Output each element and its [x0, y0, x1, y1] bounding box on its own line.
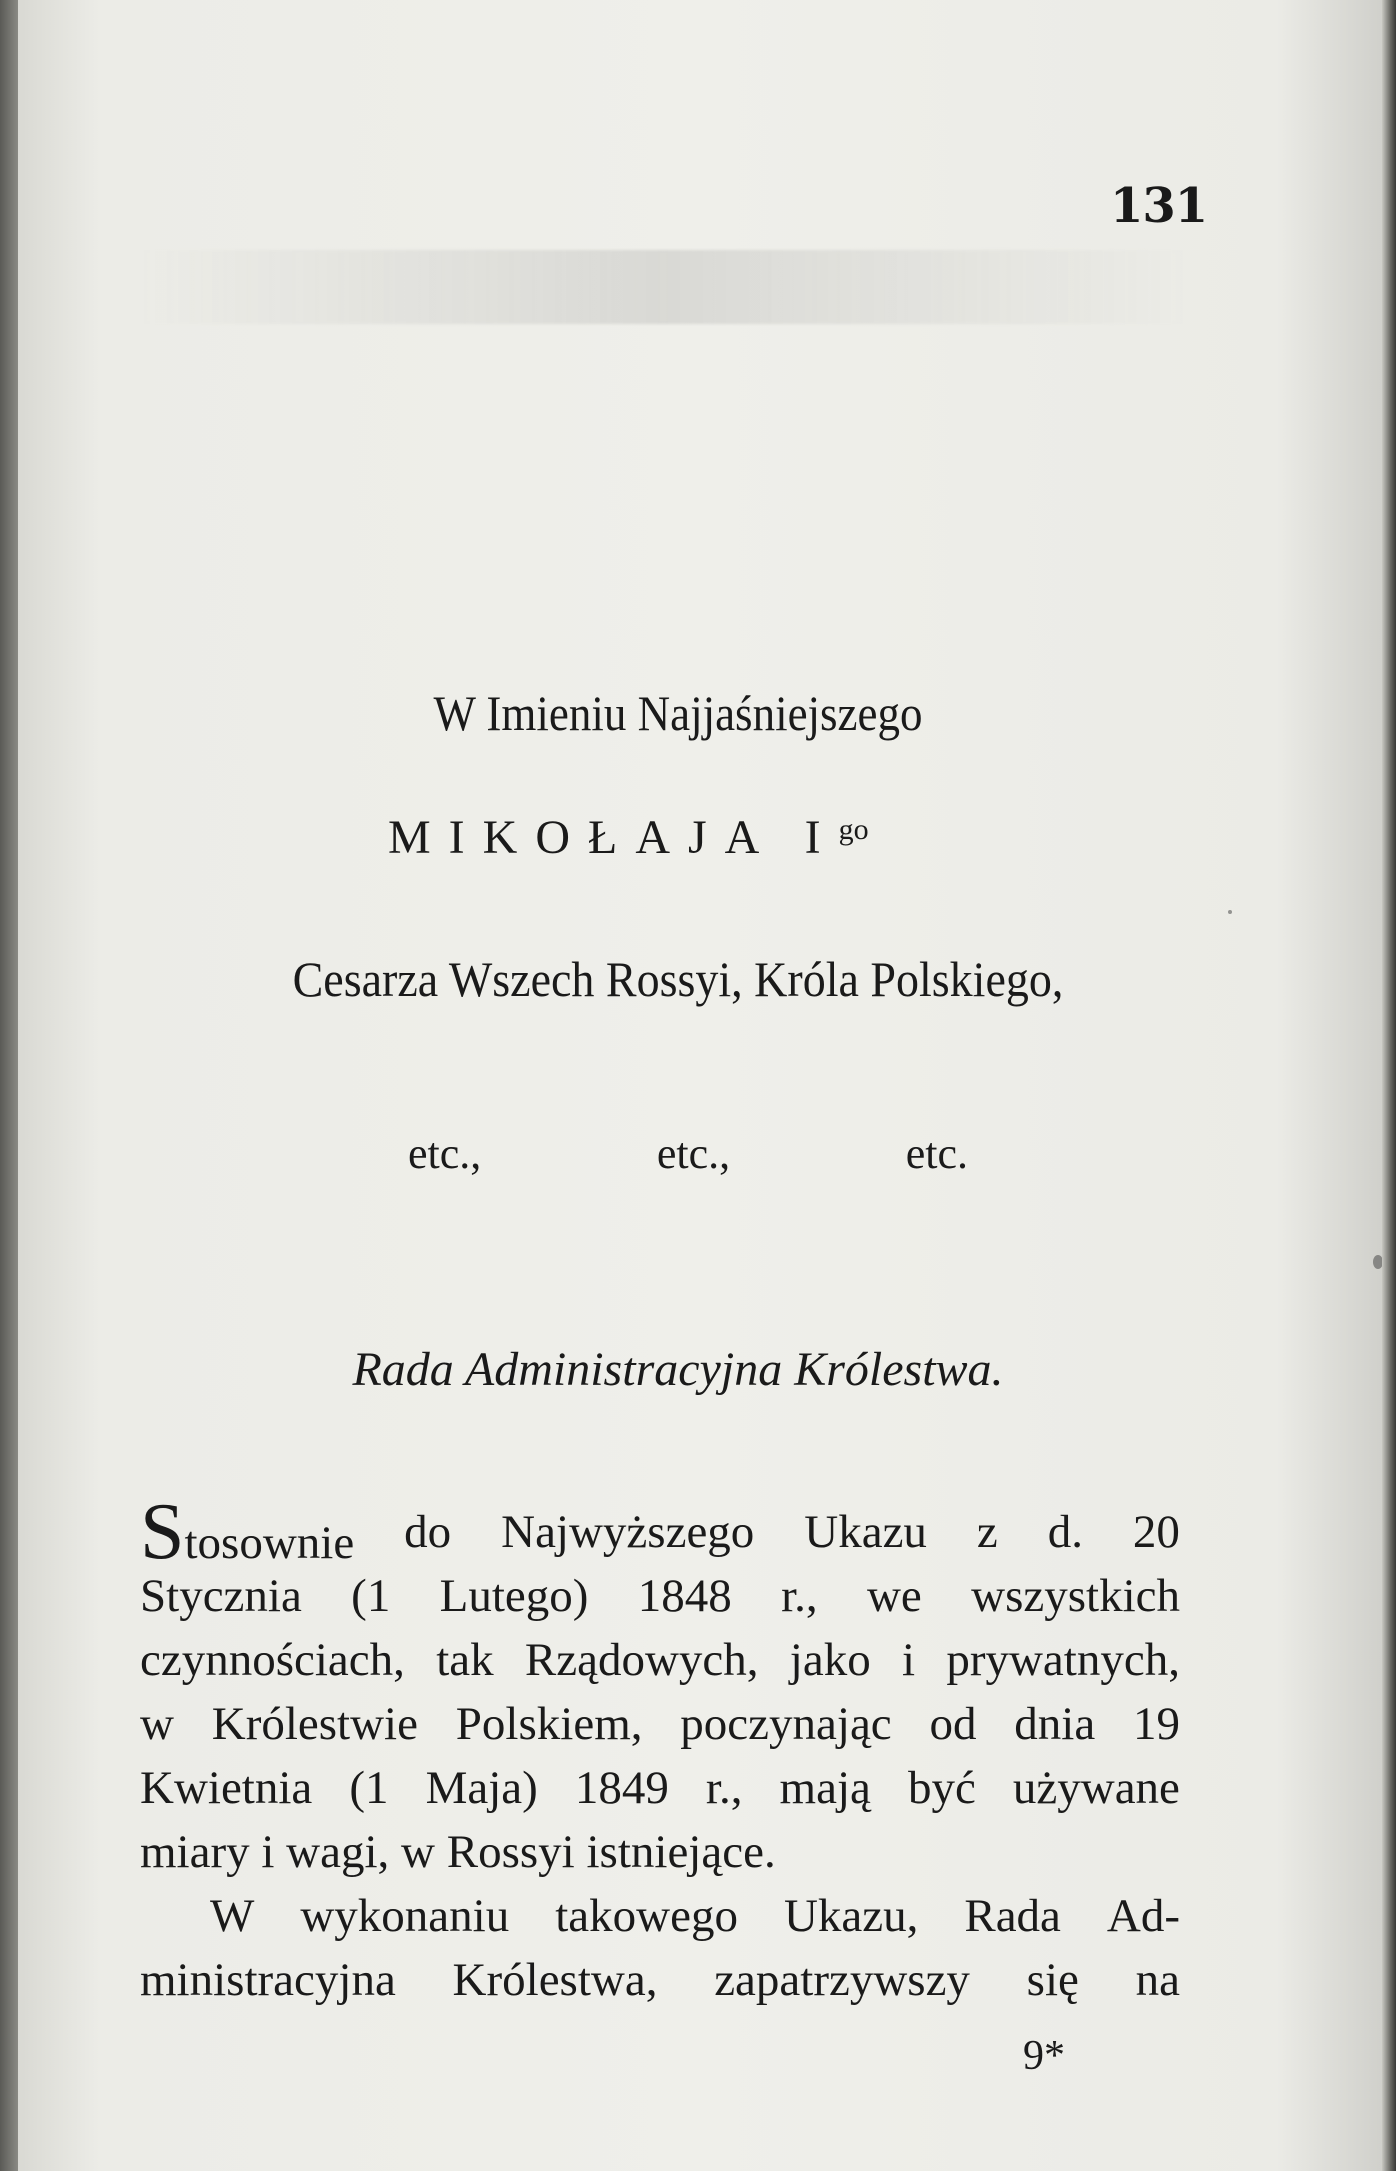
body-word: ministracyjna	[140, 1954, 396, 2006]
body-word: Ukazu	[804, 1506, 927, 1558]
book-page	[18, 0, 1386, 2171]
body-line-8	[140, 1948, 1180, 2012]
body-word: Najwyższego	[501, 1506, 755, 1558]
body-word: Kwietnia	[140, 1762, 313, 1814]
heading-in-the-name: W Imieniu Najjaśniejszego	[433, 685, 923, 741]
body-word: we	[866, 1570, 922, 1622]
bleed-through-shadow	[138, 250, 1188, 324]
body-word: wszystkich	[971, 1570, 1180, 1622]
body-word: jako	[789, 1634, 871, 1686]
body-word: Rządowych,	[524, 1634, 759, 1686]
body-word-rest: tosownie	[184, 1517, 355, 1569]
body-word: 20	[1132, 1506, 1180, 1558]
body-word: Rada	[964, 1890, 1061, 1942]
body-word: poczynając	[680, 1698, 892, 1750]
body-word: tak	[436, 1634, 494, 1686]
body-word: 1848	[637, 1570, 732, 1622]
body-word: d.	[1047, 1506, 1083, 1558]
body-line-5	[140, 1756, 1180, 1820]
heading-emperor-name	[388, 810, 869, 865]
etc-row	[408, 1128, 968, 1179]
body-word: r.,	[781, 1570, 818, 1622]
emperor-name: MIKOŁAJA I	[388, 811, 839, 864]
body-line-7	[140, 1884, 1180, 1948]
body-line-text: miary i wagi, w Rossyi istniejące.	[140, 1826, 776, 1878]
signature-mark: 9*	[1023, 2033, 1065, 2079]
subtitle-council: Rada Administracyjna Królestwa.	[352, 1343, 1004, 1396]
body-word: r.,	[705, 1762, 743, 1814]
body-word: 19	[1132, 1698, 1180, 1750]
body-paragraph	[140, 1488, 1180, 2012]
body-word: (1	[349, 1762, 389, 1814]
body-word: Lutego)	[439, 1570, 589, 1622]
body-line-4	[140, 1692, 1180, 1756]
body-word: takowego	[555, 1890, 738, 1942]
body-word: wykonaniu	[300, 1890, 510, 1942]
body-word: i	[902, 1634, 916, 1686]
body-word: Ukazu,	[783, 1890, 919, 1942]
body-word: Królestwa,	[452, 1954, 658, 2006]
body-line-1	[140, 1488, 1180, 1576]
body-word: do	[404, 1506, 452, 1558]
body-word: być	[907, 1762, 976, 1814]
body-word: mają	[779, 1762, 871, 1814]
body-word: na	[1135, 1954, 1180, 2006]
etc-item: etc.,	[656, 1129, 731, 1178]
body-word: 1849	[574, 1762, 669, 1814]
body-word: W	[210, 1890, 255, 1942]
body-word: od	[929, 1698, 977, 1750]
body-word: z	[976, 1506, 998, 1558]
emperor-ordinal-suffix: go	[838, 813, 869, 846]
body-word: Polskiem,	[455, 1698, 643, 1750]
body-word: w	[140, 1698, 174, 1750]
page-number: 131	[1110, 178, 1208, 234]
body-word: dnia	[1014, 1698, 1096, 1750]
body-word-dropcap	[140, 1488, 355, 1576]
body-word: Ad-	[1106, 1890, 1180, 1942]
body-line-2	[140, 1564, 1180, 1628]
drop-cap-letter: S	[140, 1488, 185, 1576]
book-edge-right	[1382, 0, 1396, 2171]
body-word: się	[1026, 1954, 1079, 2006]
body-word: Królestwie	[211, 1698, 418, 1750]
body-word: używane	[1012, 1762, 1180, 1814]
body-word: Maja)	[425, 1762, 538, 1814]
heading-titles: Cesarza Wszech Rossyi, Króla Polskiego,	[292, 951, 1064, 1007]
etc-item: etc.,	[408, 1129, 482, 1178]
etc-item: etc.	[905, 1129, 968, 1178]
book-binding-left	[0, 0, 18, 2171]
body-word: czynnościach,	[140, 1634, 405, 1686]
body-line-6	[140, 1820, 1180, 1884]
paper-speck	[1228, 910, 1232, 914]
body-word: Stycznia	[140, 1570, 302, 1622]
body-word: prywatnych,	[946, 1634, 1180, 1686]
body-word: (1	[351, 1570, 391, 1622]
body-word: zapatrzywszy	[714, 1954, 970, 2006]
body-line-3	[140, 1628, 1180, 1692]
